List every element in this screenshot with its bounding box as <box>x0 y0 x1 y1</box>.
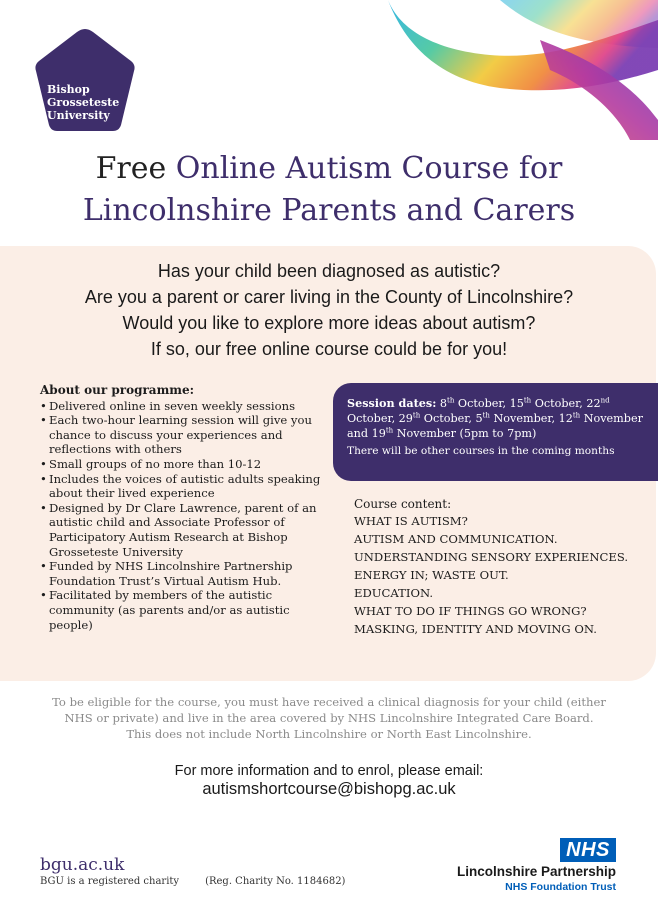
eligibility-line: NHS or private) and live in the area covered by NHS Lincolnshire Integrated Care Board. <box>64 711 594 725</box>
footer-website-link[interactable]: bgu.ac.uk <box>40 855 125 875</box>
session-date: 8 <box>439 397 448 410</box>
title-line-1-rest: Online Autism Course for <box>175 151 563 186</box>
about-item: • Small groups of no more than 10-12 <box>40 457 325 472</box>
question-line: Would you like to explore more ideas about autism? <box>122 313 536 333</box>
title-free: Free <box>95 151 167 186</box>
about-item: • Delivered online in seven weekly sessions <box>40 399 325 414</box>
contact-text: For more information and to enrol, please email: <box>174 763 484 779</box>
logo-line-1: Bishop <box>47 83 90 96</box>
question-line: Are you a parent or carer living in the County of Lincolnshire? <box>84 287 574 307</box>
question-line: If so, our free online course could be for you! <box>150 339 508 359</box>
session-date: November and 19 <box>347 411 643 440</box>
session-date: October, 15 <box>454 397 524 410</box>
contact-email-link[interactable]: autismshortcourse@bishopg.ac.uk <box>202 780 456 798</box>
nhs-organisation: Lincolnshire Partnership <box>456 864 616 879</box>
about-item: • Includes the voices of autistic adults speaking about their lived experience <box>40 472 325 501</box>
session-date: October, 5 <box>420 411 483 425</box>
date-suffix: th <box>385 425 394 434</box>
course-item: WHAT TO DO IF THINGS GO WRONG? <box>354 604 587 618</box>
course-item: AUTISM AND COMMUNICATION. <box>354 532 558 546</box>
charity-reg-number: (Reg. Charity No. 1184682) <box>205 876 346 887</box>
about-item: • Each two-hour learning session will give you chance to discuss your experiences and reflections with others <box>40 413 325 457</box>
title-line-2: Lincolnshire Parents and Carers <box>82 193 576 228</box>
course-item: ENERGY IN; WASTE OUT. <box>354 568 509 582</box>
charity-text: BGU is a registered charity <box>40 876 180 887</box>
date-suffix: th <box>523 396 532 405</box>
footer-charity <box>40 876 345 887</box>
about-heading: About our programme: <box>40 383 195 397</box>
date-suffix: th <box>412 411 421 420</box>
nhs-trust-name: NHS Foundation Trust <box>505 881 616 893</box>
eligibility-line: To be eligible for the course, you must have received a clinical diagnosis for your child (either <box>52 695 606 709</box>
course-heading: Course content: <box>354 497 452 511</box>
about-programme <box>40 383 325 632</box>
question-line: Has your child been diagnosed as autistic? <box>157 261 501 281</box>
date-suffix: nd <box>600 396 610 405</box>
logo-line-2: Grosseteste <box>47 96 120 109</box>
course-content <box>354 497 634 640</box>
session-note: There will be other courses in the coming months <box>347 445 615 458</box>
nhs-badge: NHS <box>560 838 616 862</box>
course-item: MASKING, IDENTITY AND MOVING ON. <box>354 622 597 636</box>
bgu-logo <box>33 27 137 135</box>
date-suffix: th <box>447 396 455 405</box>
intro-questions <box>0 258 658 362</box>
session-date: October, 22 <box>531 397 601 410</box>
session-date: November, 12 <box>489 411 573 425</box>
about-item: • Designed by Dr Clare Lawrence, parent of an autistic child and Associate Professor of Participatory Autism Research at Bishop Grosseteste University <box>40 501 325 559</box>
course-list <box>354 514 634 637</box>
course-item: UNDERSTANDING SENSORY EXPERIENCES. <box>354 550 629 564</box>
logo-line-3: University <box>47 109 110 122</box>
about-list <box>40 399 325 633</box>
title-line-1 <box>0 148 658 190</box>
session-dates-box <box>333 383 658 481</box>
about-item: • Facilitated by members of the autistic community (as parents and/or as autistic people) <box>40 588 325 632</box>
eligibility-line: This does not include North Lincolnshire or North East Lincolnshire. <box>126 727 532 741</box>
page-title <box>0 148 658 232</box>
session-date: November (5pm to 7pm) <box>393 426 537 440</box>
logo-text <box>47 83 127 122</box>
date-suffix: th <box>482 411 490 420</box>
date-suffix: th <box>572 411 581 420</box>
nhs-logo <box>452 838 622 898</box>
session-dates-text <box>347 396 646 441</box>
about-item: • Funded by NHS Lincolnshire Partnership Foundation Trust’s Virtual Autism Hub. <box>40 559 325 588</box>
eligibility-note <box>0 694 658 742</box>
course-item: EDUCATION. <box>354 586 434 600</box>
session-date: October, 29 <box>347 411 413 425</box>
rainbow-ribbon-graphic <box>380 0 658 140</box>
course-item: WHAT IS AUTISM? <box>354 514 468 528</box>
session-label: Session dates: <box>347 396 437 410</box>
